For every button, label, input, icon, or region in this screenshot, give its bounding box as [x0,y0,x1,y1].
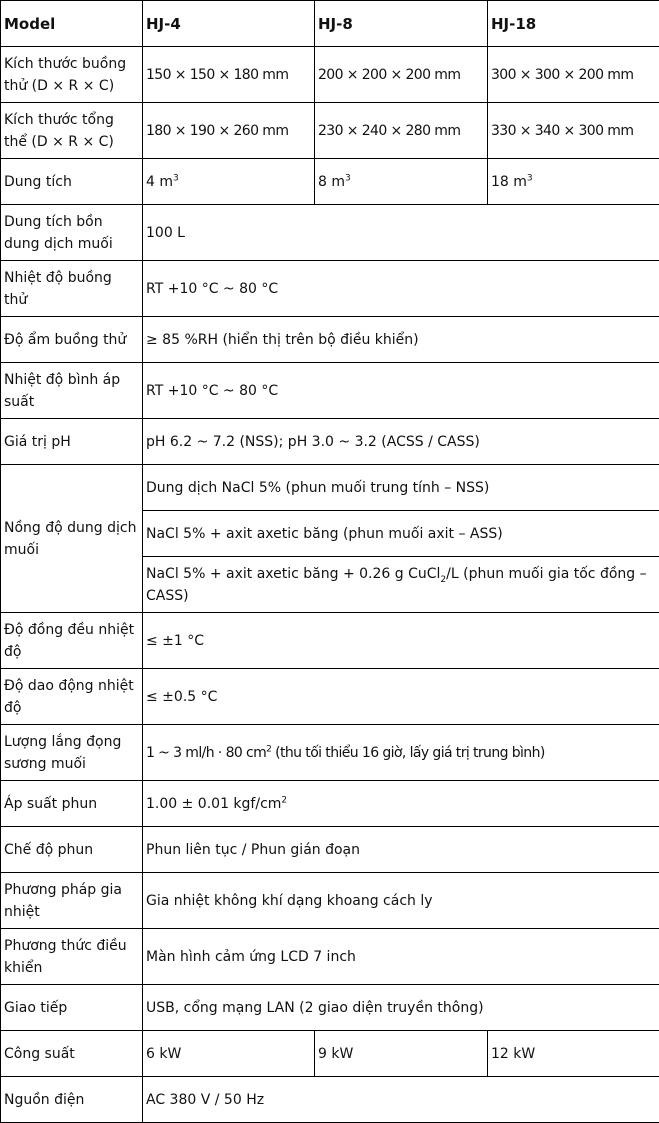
row-label-ph-value: Giá trị pH [1,419,143,465]
cell-value: 6 kW [143,1031,315,1077]
cell-value: NaCl 5% + axit axetic băng (phun muối axit – ASS) [143,511,659,557]
cell-value [488,159,659,205]
table-row [1,929,659,985]
table-row [1,465,659,511]
table-row [1,159,659,205]
table-row [1,873,659,929]
row-label-chamber-temperature: Nhiệt độ buồng thử [1,261,143,317]
cell-value [143,725,659,781]
unit-exponent: 3 [345,172,351,183]
cell-value: Dung dịch NaCl 5% (phun muối trung tính – NSS) [143,465,659,511]
cell-value: ≤ ±0.5 °C [143,669,659,725]
cell-value: 150 × 150 × 180 mm [143,47,315,103]
cell-value: USB, cổng mạng LAN (2 giao diện truyền thông) [143,985,659,1031]
table-row [1,1077,659,1123]
row-label-test-chamber-size: Kích thước buồng thử (D × R × C) [1,47,143,103]
table-row [1,205,659,261]
table-row [1,103,659,159]
cell-value [143,781,659,827]
cell-value: RT +10 °C ~ 80 °C [143,363,659,419]
model-hj8-header: HJ-8 [315,1,488,47]
table-row [1,613,659,669]
model-hj4-header: HJ-4 [143,1,315,47]
cell-value: 300 × 300 × 200 mm [488,47,659,103]
cell-value [143,557,659,613]
row-label-interface: Giao tiếp [1,985,143,1031]
cell-value: ≥ 85 %RH (hiển thị trên bộ điều khiển) [143,317,659,363]
subscript: 2 [440,574,447,585]
table-row [1,363,659,419]
header-row [1,1,659,47]
cass-text: NaCl 5% + axit axetic băng + 0.26 g CuCl [146,565,441,582]
table-row [1,669,659,725]
cell-value: 9 kW [315,1031,488,1077]
table-row [1,985,659,1031]
capacity-value: 8 m [318,173,345,190]
cell-value: 100 L [143,205,659,261]
cell-value [315,159,488,205]
cell-value: Phun liên tục / Phun gián đoạn [143,827,659,873]
row-label-spray-pressure: Áp suất phun [1,781,143,827]
table-row [1,261,659,317]
cell-value: 200 × 200 × 200 mm [315,47,488,103]
capacity-value: 4 m [146,173,173,190]
table-row [1,317,659,363]
unit-exponent: 3 [526,172,533,183]
row-label-salt-concentration: Nồng độ dung dịch muối [1,465,143,613]
cell-value: Màn hình cảm ứng LCD 7 inch [143,929,659,985]
capacity-value: 18 m [491,173,527,190]
row-label-overall-size: Kích thước tổng thể (D × R × C) [1,103,143,159]
cell-value [143,159,315,205]
row-label-spray-mode: Chế độ phun [1,827,143,873]
cell-value: RT +10 °C ~ 80 °C [143,261,659,317]
row-label-control-method: Phương thức điều khiển [1,929,143,985]
row-label-power-supply: Nguồn điện [1,1077,143,1123]
table-row [1,827,659,873]
deposition-note: (thu tối thiểu 16 giờ, lấy giá trị trung bình) [271,744,545,761]
table-row [1,725,659,781]
superscript: 2 [266,743,272,754]
row-label-salt-fog-deposition: Lượng lắng đọng sương muối [1,725,143,781]
unit-exponent: 3 [173,172,179,183]
row-label-pressure-vessel-temperature: Nhiệt độ bình áp suất [1,363,143,419]
table-row [1,47,659,103]
row-label-power: Công suất [1,1031,143,1077]
superscript: 2 [281,794,288,805]
cell-value: 330 × 340 × 300 mm [488,103,659,159]
spray-pressure-value: 1.00 ± 0.01 kgf/cm [146,795,282,812]
cell-value: Gia nhiệt không khí dạng khoang cách ly [143,873,659,929]
table-row [1,1031,659,1077]
row-label-temperature-uniformity: Độ đồng đều nhiệt độ [1,613,143,669]
model-header: Model [1,1,143,47]
row-label-chamber-humidity: Độ ẩm buồng thử [1,317,143,363]
table-row [1,419,659,465]
row-label-capacity: Dung tích [1,159,143,205]
row-label-salt-tank-capacity: Dung tích bồn dung dịch muối [1,205,143,261]
row-label-temperature-fluctuation: Độ dao động nhiệt độ [1,669,143,725]
row-label-heating-method: Phương pháp gia nhiệt [1,873,143,929]
model-hj18-header: HJ-18 [488,1,659,47]
table-row [1,781,659,827]
cell-value: AC 380 V / 50 Hz [143,1077,659,1123]
cell-value: ≤ ±1 °C [143,613,659,669]
deposition-value: 1 ~ 3 ml/h · 80 cm [146,744,267,761]
cell-value: 180 × 190 × 260 mm [143,103,315,159]
cell-value: pH 6.2 ~ 7.2 (NSS); pH 3.0 ~ 3.2 (ACSS / CASS) [143,419,659,465]
cell-value: 12 kW [488,1031,659,1077]
cell-value: 230 × 240 × 280 mm [315,103,488,159]
cass-text: /L (phun muối gia tốc đồng – CASS) [146,565,647,604]
